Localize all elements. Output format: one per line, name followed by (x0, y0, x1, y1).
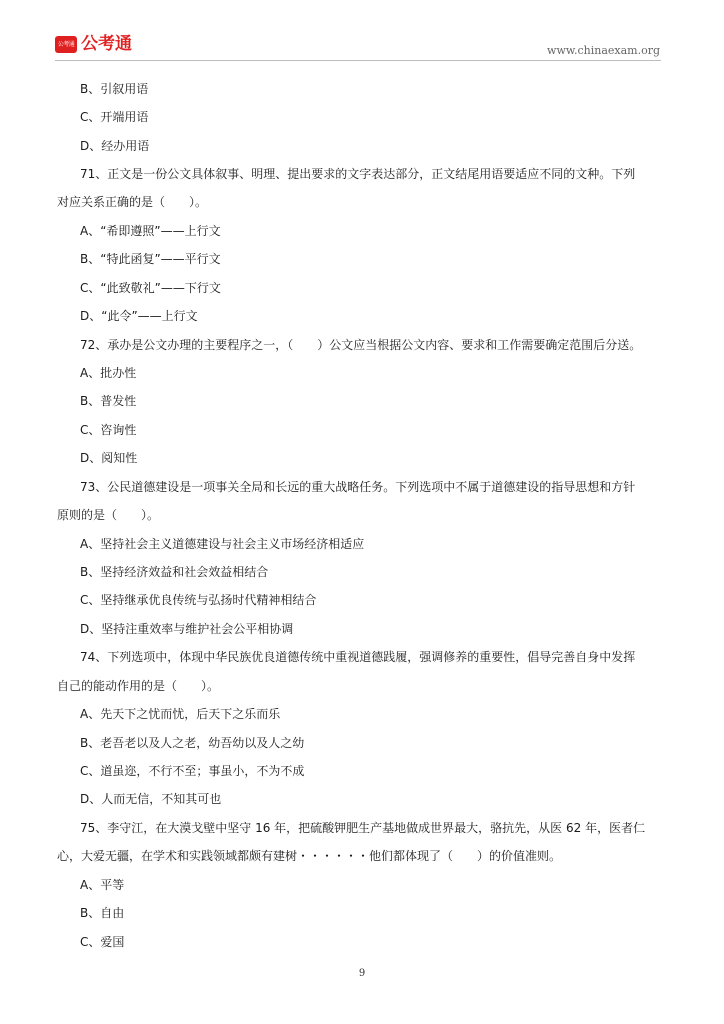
question-line: 73、公民道德建设是一项事关全局和长远的重大战略任务。下列选项中不属于道德建设的指导思想和方针 (80, 480, 636, 494)
option-line: A、“希即遵照”——上行文 (80, 224, 221, 238)
question-line: 75、李守江，在大漠戈壁中坚守 16 年，把硫酸钾肥生产基地做成世界最大，骆抗先，从医 62 年，医者仁 (80, 821, 646, 835)
question-line: 心，大爱无疆，在学术和实践领域都颇有建树・・・・・・他们都体现了（ ）的价值准则。 (57, 849, 562, 863)
question-line: 74、下列选项中，体现中华民族优良道德传统中重视道德践履，强调修养的重要性，倡导完善自身中发挥 (80, 650, 636, 664)
option-line: C、开端用语 (80, 110, 149, 124)
option-line: A、先天下之忧而忧，后天下之乐而乐 (80, 707, 281, 721)
question-line: 71、正文是一份公文具体叙事、明理、提出要求的文字表达部分，正文结尾用语要适应不同的文种。下列 (80, 167, 636, 181)
option-line: C、道虽迩，不行不至；事虽小，不为不成 (80, 764, 305, 778)
option-line: D、“此令”——上行文 (80, 309, 198, 323)
option-line: B、坚持经济效益和社会效益相结合 (80, 565, 269, 579)
logo-badge: 公考通 (55, 36, 77, 53)
header-divider (55, 60, 661, 61)
option-line: B、普发性 (80, 394, 137, 408)
option-line: A、平等 (80, 878, 125, 892)
option-line: C、爱国 (80, 935, 125, 949)
option-line: B、自由 (80, 906, 125, 920)
option-line: D、经办用语 (80, 139, 150, 153)
question-line: 72、承办是公文办理的主要程序之一，（ ）公文应当根据公文内容、要求和工作需要确定范围后分送。 (80, 338, 642, 352)
page-header (0, 0, 724, 62)
logo (55, 34, 132, 54)
option-line: B、老吾老以及人之老，幼吾幼以及人之幼 (80, 736, 305, 750)
question-line: 原则的是（ ）。 (57, 508, 160, 522)
question-line: 对应关系正确的是（ ）。 (57, 195, 208, 209)
option-line: C、咨询性 (80, 423, 137, 437)
question-line: 自己的能动作用的是（ ）。 (57, 679, 220, 693)
option-line: B、“特此函复”——平行文 (80, 252, 221, 266)
option-line: B、引叙用语 (80, 82, 149, 96)
site-url: www.chinaexam.org (547, 44, 660, 57)
option-line: D、人而无信，不知其可也 (80, 792, 222, 806)
option-line: C、“此致敬礼”——下行文 (80, 281, 221, 295)
option-line: D、阅知性 (80, 451, 138, 465)
option-line: A、坚持社会主义道德建设与社会主义市场经济相适应 (80, 537, 365, 551)
option-line: D、坚持注重效率与维护社会公平相协调 (80, 622, 294, 636)
logo-text: 公考通 (81, 34, 132, 54)
page-number: 9 (358, 968, 366, 979)
option-line: A、批办性 (80, 366, 137, 380)
option-line: C、坚持继承优良传统与弘扬时代精神相结合 (80, 593, 317, 607)
